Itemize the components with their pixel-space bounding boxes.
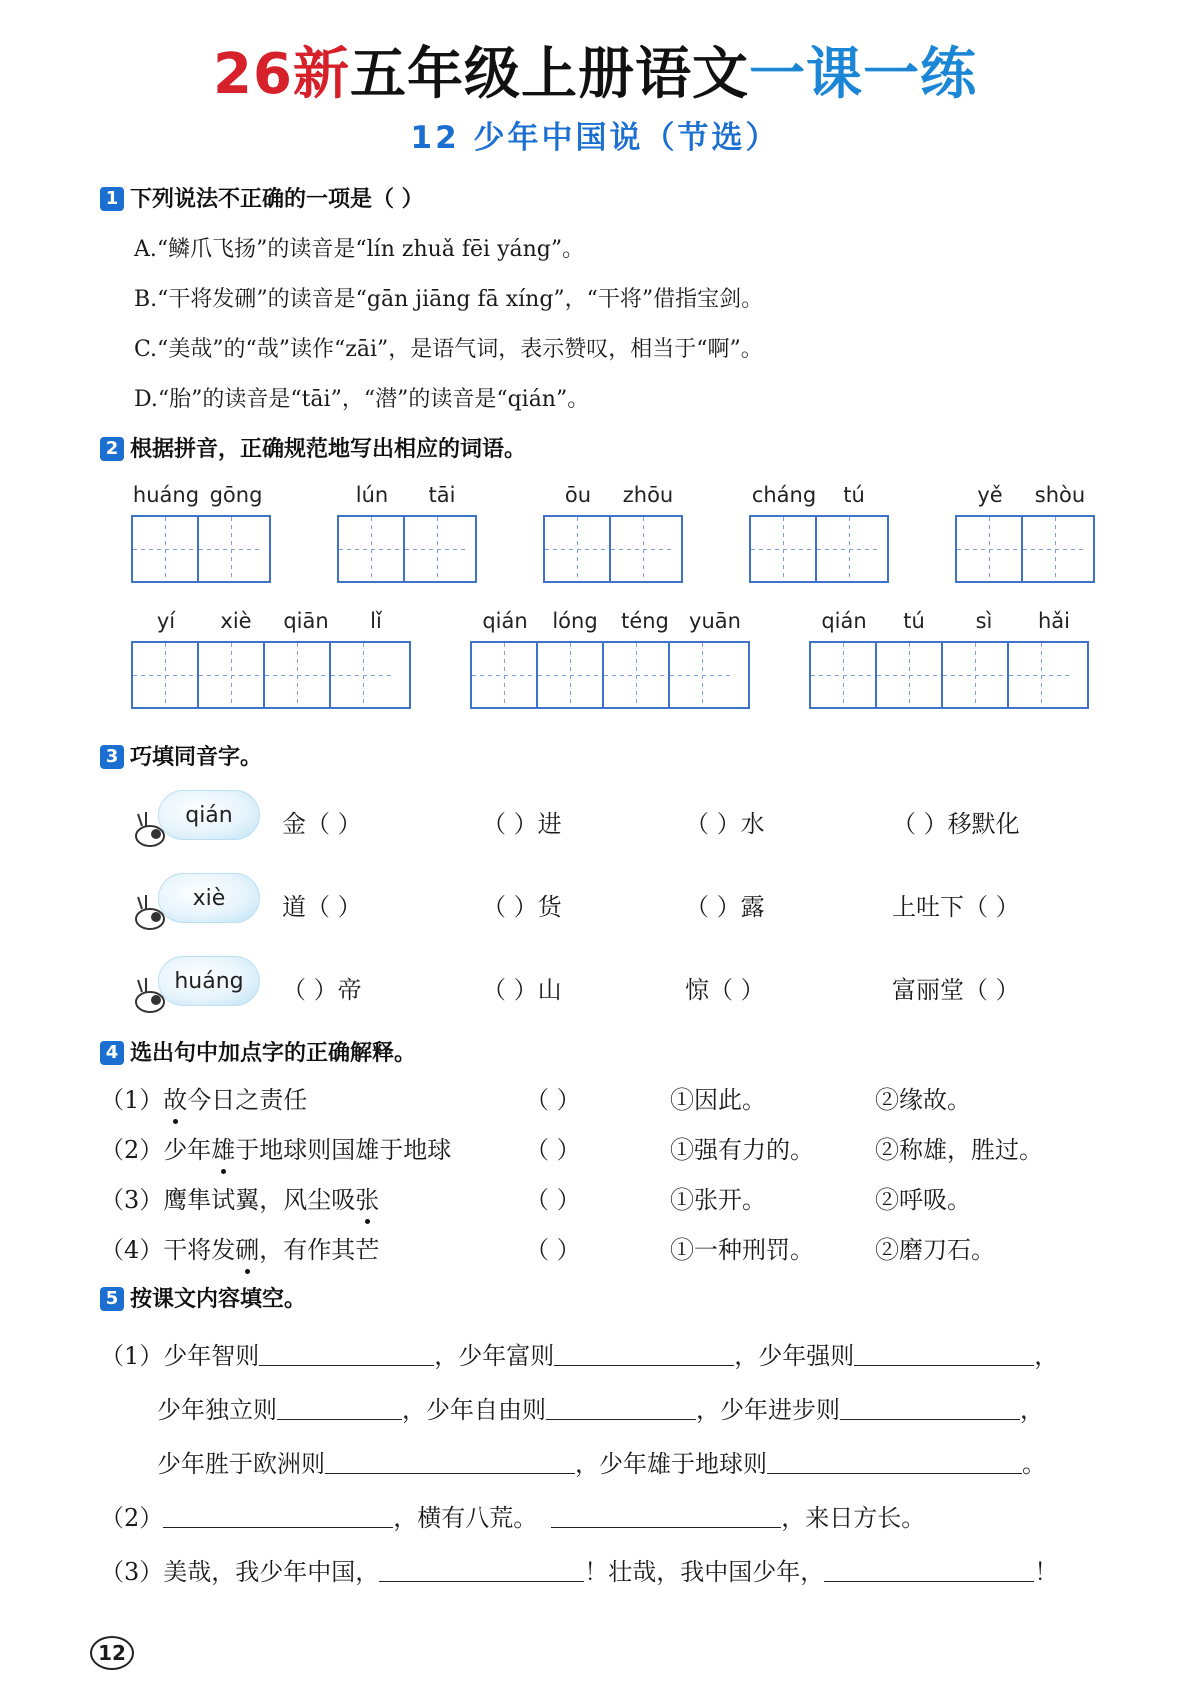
item-label: （1） (100, 1342, 164, 1370)
pinyin-bubble: xiè (158, 873, 260, 923)
text-part: ，少年进步则 (696, 1396, 840, 1424)
pinyin-syllable: tāi (428, 483, 456, 507)
fill-item[interactable]: 富丽堂（ ） (892, 976, 1020, 1004)
q4-prompt: 选出句中加点字的正确解释。 (130, 1041, 417, 1066)
grid-cell[interactable] (339, 517, 405, 581)
text-part: 美哉，我少年中国， (163, 1558, 380, 1586)
sentence-part: 少年 (163, 1136, 212, 1164)
q4-header (100, 1036, 416, 1067)
item-label: （1） (100, 1086, 164, 1114)
choice-1: ①一种刑罚。 (670, 1236, 814, 1264)
text-part: ，来日方长。 (781, 1504, 926, 1532)
choice-1: ①强有力的。 (670, 1136, 814, 1164)
pinyin-syllable: huáng (132, 483, 200, 507)
sentence-part: ，有作其芒 (259, 1236, 380, 1264)
pinyin-syllable: lún (355, 483, 389, 507)
q5-line-2 (157, 1390, 1044, 1425)
q2-word-group (131, 483, 271, 583)
q1-option-b: B.“干将发硎”的读音是“gān jiāng fā xíng”，“干将”借指宝剑。 (134, 287, 764, 312)
pinyin-bubble: huáng (158, 956, 260, 1006)
answer-blank[interactable] (854, 1341, 1034, 1366)
q4-item (100, 1080, 307, 1115)
pinyin-syllable: téng (621, 609, 669, 633)
item-label: （3） (100, 1186, 164, 1214)
q5-line-4 (100, 1498, 925, 1533)
writing-grid[interactable] (955, 515, 1095, 583)
fill-item[interactable]: （ ）货 (482, 893, 562, 921)
q2-word-group (809, 609, 1089, 709)
sentence-part: 今日之责任 (187, 1086, 308, 1114)
sentence-part: 于地球则国雄于地球 (235, 1136, 452, 1164)
pinyin-syllable: yě (977, 483, 1003, 507)
dotted-char: 张 (355, 1186, 380, 1214)
item-label: （2） (100, 1504, 164, 1532)
fill-item[interactable]: 金（ ） (282, 810, 362, 838)
pinyin-syllable: sì (975, 609, 993, 633)
answer-blank[interactable] (840, 1395, 1020, 1420)
dotted-char: 故 (163, 1086, 188, 1114)
writing-grid[interactable] (749, 515, 889, 583)
item-label: （2） (100, 1136, 164, 1164)
pinyin-syllable: tú (843, 483, 865, 507)
text-part: 少年独立则 (157, 1396, 277, 1424)
grid-cell[interactable] (817, 517, 881, 581)
answer-paren[interactable]: （ ） (525, 1236, 581, 1264)
text-part: ！ (1034, 1558, 1059, 1586)
writing-grid[interactable] (337, 515, 477, 583)
page-number-badge: 12 (90, 1636, 134, 1670)
grid-cell[interactable] (670, 643, 734, 707)
q5-number-badge: 5 (100, 1287, 124, 1311)
q2-word-group (337, 483, 477, 583)
choice-2: ②称雄，胜过。 (875, 1136, 1043, 1164)
grid-cell[interactable] (331, 643, 395, 707)
q4-item (100, 1180, 379, 1215)
choice-1: ①因此。 (670, 1086, 766, 1114)
q4-item (100, 1230, 379, 1265)
q5-line-5 (100, 1552, 1058, 1587)
q1-option-d: D.“胎”的读音是“tāi”，“潜”的读音是“qián”。 (134, 387, 590, 412)
q3-number-badge: 3 (100, 745, 124, 769)
answer-blank[interactable] (379, 1557, 584, 1582)
sentence-part: 干将发 (163, 1236, 236, 1264)
grid-cell[interactable] (957, 517, 1023, 581)
dotted-char: 雄 (211, 1136, 236, 1164)
q1-option-c: C.“美哉”的“哉”读作“zāi”，是语气词，表示赞叹，相当于“啊”。 (134, 337, 763, 362)
text-part: ，少年富则 (434, 1342, 555, 1370)
grid-cell[interactable] (133, 643, 199, 707)
pinyin-syllable: qián (482, 609, 528, 633)
answer-blank[interactable] (325, 1449, 575, 1474)
q5-line-3 (157, 1444, 1046, 1479)
writing-grid[interactable] (131, 641, 411, 709)
answer-blank[interactable] (824, 1557, 1034, 1582)
text-part: ，少年强则 (734, 1342, 855, 1370)
fill-item[interactable]: （ ）移默化 (892, 810, 1020, 838)
text-part: ，少年自由则 (402, 1396, 546, 1424)
answer-paren[interactable]: （ ） (525, 1136, 581, 1164)
grid-cell[interactable] (1009, 643, 1073, 707)
q5-prompt: 按课文内容填空。 (130, 1287, 307, 1312)
answer-blank[interactable] (546, 1395, 696, 1420)
grid-cell[interactable] (611, 517, 675, 581)
grid-cell[interactable] (877, 643, 943, 707)
grid-cell[interactable] (943, 643, 1009, 707)
grid-cell[interactable] (405, 517, 469, 581)
grid-cell[interactable] (472, 643, 538, 707)
answer-blank[interactable] (277, 1395, 402, 1420)
fill-item[interactable]: （ ）水 (685, 810, 765, 838)
writing-grid[interactable] (470, 641, 750, 709)
answer-paren[interactable]: （ ） (525, 1086, 581, 1114)
q2-word-group (543, 483, 683, 583)
text-part: 少年智则 (163, 1342, 260, 1370)
q2-word-group (131, 609, 411, 709)
fill-item[interactable]: 惊（ ） (685, 976, 765, 1004)
q5-line-1 (100, 1336, 1058, 1371)
text-part: ， (1034, 1342, 1059, 1370)
item-label: （4） (100, 1236, 164, 1264)
grid-cell[interactable] (133, 517, 199, 581)
choice-2: ②磨刀石。 (875, 1236, 995, 1264)
text-part: ！壮哉，我中国少年， (584, 1558, 825, 1586)
writing-grid[interactable] (809, 641, 1089, 709)
fill-item[interactable]: 上吐下（ ） (892, 893, 1020, 921)
pinyin-syllable: cháng (751, 483, 817, 507)
fill-item[interactable]: （ ）帝 (282, 976, 362, 1004)
q5-header (100, 1282, 306, 1313)
answer-blank[interactable] (551, 1503, 781, 1528)
grid-cell[interactable] (265, 643, 331, 707)
answer-blank[interactable] (259, 1341, 434, 1366)
choice-2: ②缘故。 (875, 1086, 971, 1114)
writing-grid[interactable] (131, 515, 271, 583)
q2-prompt: 根据拼音，正确规范地写出相应的词语。 (130, 437, 527, 462)
pinyin-syllable: xiè (220, 609, 252, 633)
answer-blank[interactable] (554, 1341, 734, 1366)
text-part: ，横有八荒。 (393, 1504, 538, 1532)
text-part: 少年胜于欧洲则 (157, 1450, 325, 1478)
writing-grid[interactable] (543, 515, 683, 583)
pinyin-syllable: yí (156, 609, 176, 633)
q2-word-group (955, 483, 1095, 583)
q3-prompt: 巧填同音字。 (130, 745, 263, 770)
pinyin-syllable: qiān (283, 609, 329, 633)
text-part: ，少年雄于地球则 (575, 1450, 767, 1478)
q2-header (100, 432, 526, 463)
answer-blank[interactable] (767, 1449, 1022, 1474)
text-part: ， (1020, 1396, 1044, 1424)
pinyin-bubble: qián (158, 790, 260, 840)
dotted-char: 硎 (235, 1236, 260, 1264)
text-part: 。 (1022, 1450, 1046, 1478)
grid-cell[interactable] (538, 643, 604, 707)
pinyin-syllable: tú (903, 609, 925, 633)
q1-number-badge: 1 (100, 187, 124, 211)
pinyin-syllable: ōu (564, 483, 592, 507)
grid-cell[interactable] (811, 643, 877, 707)
pinyin-syllable: zhōu (622, 483, 674, 507)
answer-blank[interactable] (163, 1503, 393, 1528)
q4-number-badge: 4 (100, 1041, 124, 1065)
choice-1: ①张开。 (670, 1186, 766, 1214)
grid-cell[interactable] (604, 643, 670, 707)
title-part-blue: 一课一练 (748, 42, 977, 107)
answer-paren[interactable]: （ ） (525, 1186, 581, 1214)
pinyin-syllable: lǐ (370, 609, 382, 633)
title-part-red: 26新 (213, 42, 350, 107)
q2-word-group (749, 483, 889, 583)
choice-2: ②呼吸。 (875, 1186, 971, 1214)
pinyin-syllable: shòu (1034, 483, 1086, 507)
grid-cell[interactable] (545, 517, 611, 581)
q1-prompt: 下列说法不正确的一项是（ ） (130, 187, 424, 212)
grid-cell[interactable] (199, 643, 265, 707)
q1-option-a: A.“鳞爪飞扬”的读音是“lín zhuǎ fēi yáng”。 (134, 237, 585, 262)
fill-item[interactable]: （ ）露 (685, 893, 765, 921)
grid-cell[interactable] (751, 517, 817, 581)
pinyin-syllable: gōng (209, 483, 263, 507)
fill-item[interactable]: （ ）山 (482, 976, 562, 1004)
sentence-part: 鹰隼试翼，风尘吸 (163, 1186, 356, 1214)
q3-header (100, 740, 262, 771)
grid-cell[interactable] (199, 517, 263, 581)
q2-number-badge: 2 (100, 437, 124, 461)
q2-word-group (470, 609, 750, 709)
pinyin-syllable: hǎi (1037, 609, 1070, 633)
pinyin-syllable: yuān (689, 609, 741, 633)
grid-cell[interactable] (1023, 517, 1087, 581)
fill-item[interactable]: （ ）进 (482, 810, 562, 838)
q4-item (100, 1130, 451, 1165)
lesson-subtitle: 12 少年中国说（节选） (410, 120, 780, 156)
page-title (0, 40, 1190, 110)
title-part-black: 五年级上册语文 (349, 42, 749, 107)
pinyin-syllable: qián (821, 609, 867, 633)
q1-header (100, 182, 424, 213)
fill-item[interactable]: 道（ ） (282, 893, 362, 921)
pinyin-syllable: lóng (552, 609, 598, 633)
item-label: （3） (100, 1558, 164, 1586)
